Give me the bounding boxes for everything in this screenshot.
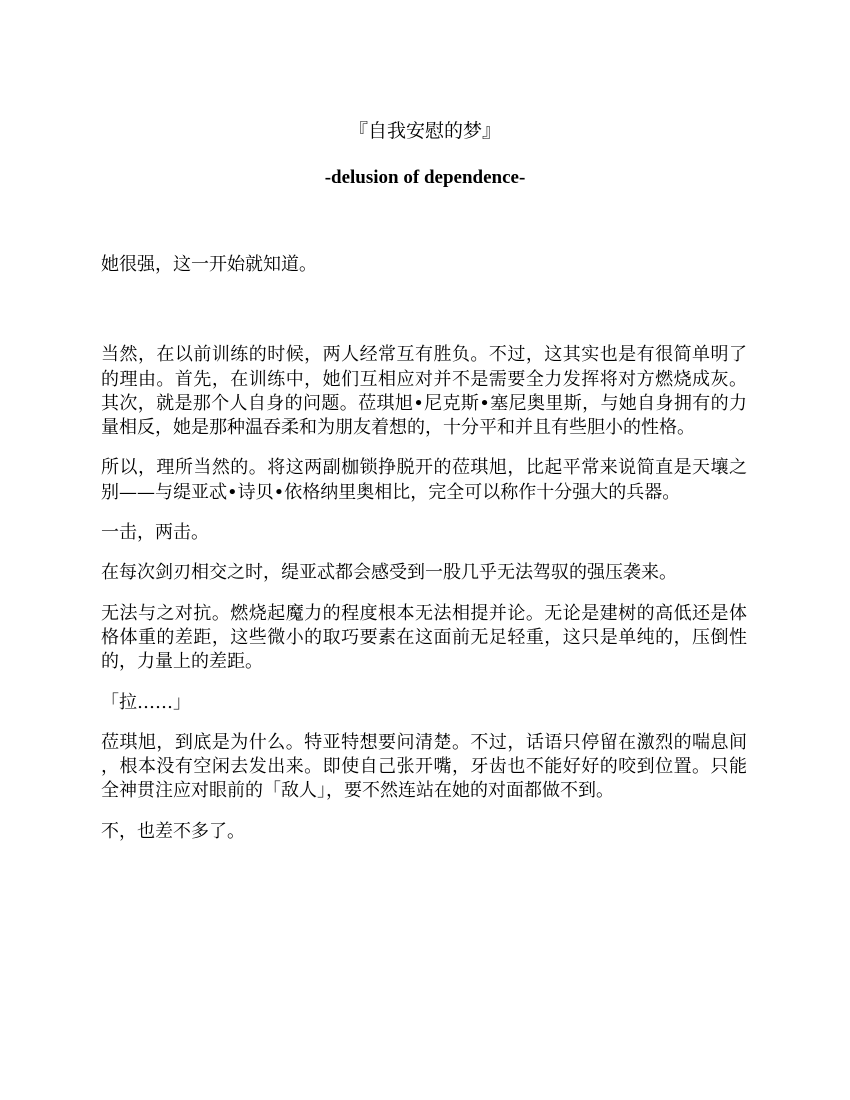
paragraph: 一击，两击。 [101, 522, 209, 544]
paragraph: 无法与之对抗。燃烧起魔力的程度根本无法相提并论。无论是建树的高低还是体格体重的差距，这些微小的取巧要素在这面前无足轻重，这只是单纯的，压倒性的，力量上的差距。 [101, 602, 747, 673]
paragraph: 「拉……」 [101, 691, 191, 713]
paragraph: 不，也差不多了。 [101, 820, 245, 842]
paragraph: 莅琪旭，到底是为什么。特亚特想要问清楚。不过，话语只停留在激烈的喘息间，根本没有空闲去发出来。即使自己张开嘴，牙齿也不能好好的咬到位置。只能全神贯注应对眼前的「敌人」，要不然连站在她的对面都做不到。 [101, 731, 747, 802]
document-body [101, 253, 747, 860]
document-subtitle: -delusion of dependence- [324, 167, 526, 188]
paragraph: 当然，在以前训练的时候，两人经常互有胜负。不过，这其实也是有很简单明了的理由。首先，在训练中，她们互相应对并不是需要全力发挥将对方燃烧成灰。其次，就是那个人自身的问题。莅琪旭•尼克斯•塞尼奥里斯，与她自身拥有的力量相反，她是那种温吞柔和为朋友着想的，十分平和并且有些胆小的性格。 [101, 344, 747, 439]
paragraph: 在每次剑刃相交之时，缇亚忒都会感受到一股几乎无法驾驭的强压袭来。 [101, 562, 677, 584]
paragraph: 她很强，这一开始就知道。 [101, 254, 317, 275]
paragraph: 所以，理所当然的。将这两副枷锁挣脱开的莅琪旭，比起平常来说简直是天壤之别——与缇亚忒•诗贝•依格纳里奥相比，完全可以称作十分强大的兵器。 [101, 457, 747, 503]
document-title: 『自我安慰的梦』 [348, 120, 501, 142]
